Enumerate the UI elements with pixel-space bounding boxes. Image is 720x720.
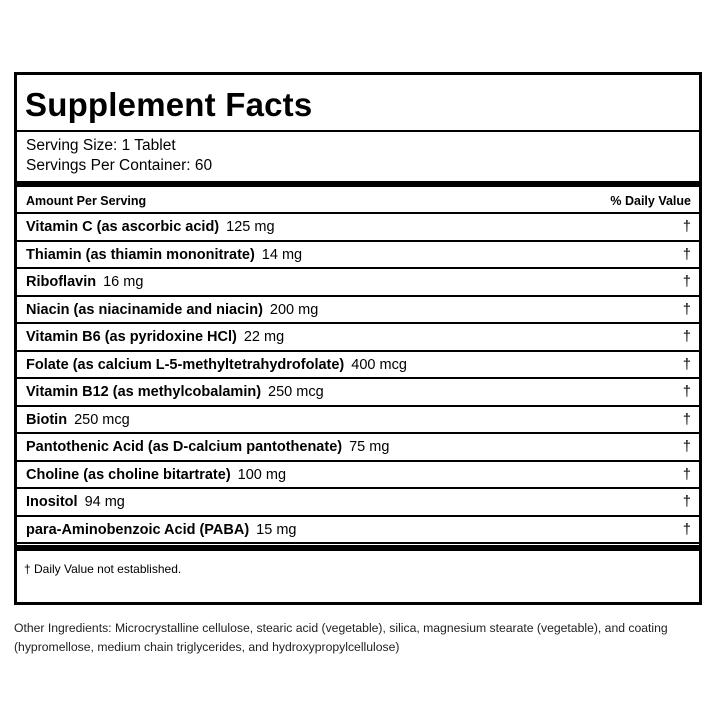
nutrient-name: para-Aminobenzoic Acid (PABA) 15 mg xyxy=(26,521,297,538)
table-row xyxy=(17,517,699,545)
nutrient-amount: 16 mg xyxy=(103,274,144,290)
nutrient-amount: 14 mg xyxy=(261,246,303,263)
amount-per-serving-header: Amount Per Serving xyxy=(26,194,147,208)
servings-per-container: Servings Per Container: 60 xyxy=(26,157,213,174)
table-header xyxy=(17,187,699,214)
thick-divider xyxy=(17,545,699,551)
table-row xyxy=(17,489,699,517)
nutrient-amount: 94 mg xyxy=(84,494,125,510)
daily-value-mark: † xyxy=(682,466,691,483)
daily-value-mark: † xyxy=(682,521,691,538)
nutrient-amount: 250 mcg xyxy=(268,384,324,400)
nutrient-name: Choline (as choline bitartrate) 100 mg xyxy=(26,466,287,483)
nutrient-amount: 250 mcg xyxy=(74,411,130,428)
panel-title: Supplement Facts xyxy=(25,86,313,123)
nutrient-amount: 22 mg xyxy=(243,329,285,345)
nutrient-name: Folate (as calcium L-5-methyltetrahydrofolate) 400 mcg xyxy=(26,356,407,373)
daily-value-header: % Daily Value xyxy=(610,194,691,208)
daily-value-mark: † xyxy=(682,329,691,345)
daily-value-mark: † xyxy=(682,219,691,235)
table-row xyxy=(17,297,699,325)
nutrient-amount: 75 mg xyxy=(349,439,390,455)
footnote: † Daily Value not established. xyxy=(24,562,182,576)
daily-value-mark: † xyxy=(682,411,691,428)
nutrient-name: Vitamin B12 (as methylcobalamin) 250 mcg xyxy=(26,384,324,400)
nutrient-name: Thiamin (as thiamin mononitrate) 14 mg xyxy=(26,246,303,263)
nutrient-amount: 125 mg xyxy=(226,219,275,235)
nutrient-list xyxy=(17,214,699,544)
daily-value-mark: † xyxy=(682,384,691,400)
table-row xyxy=(17,242,699,270)
nutrient-name: Vitamin B6 (as pyridoxine HCl) 22 mg xyxy=(26,329,285,345)
nutrient-name: Biotin 250 mcg xyxy=(26,411,130,428)
supplement-facts-panel xyxy=(14,72,702,605)
table-row xyxy=(17,324,699,352)
nutrient-name: Pantothenic Acid (as D-calcium pantothenate) 75 mg xyxy=(26,439,390,455)
daily-value-mark: † xyxy=(682,301,691,318)
nutrient-amount: 400 mcg xyxy=(351,356,407,373)
table-row xyxy=(17,462,699,490)
daily-value-mark: † xyxy=(682,274,691,290)
table-row xyxy=(17,434,699,462)
nutrient-name: Vitamin C (as ascorbic acid) 125 mg xyxy=(26,219,275,235)
daily-value-mark: † xyxy=(682,439,691,455)
nutrient-name: Niacin (as niacinamide and niacin) 200 mg xyxy=(26,301,319,318)
nutrient-name: Riboflavin 16 mg xyxy=(26,274,144,290)
table-row xyxy=(17,269,699,297)
table-row xyxy=(17,352,699,380)
daily-value-mark: † xyxy=(682,356,691,373)
nutrient-amount: 15 mg xyxy=(256,521,297,538)
nutrient-name: Inositol 94 mg xyxy=(26,494,125,510)
serving-size: Serving Size: 1 Tablet xyxy=(26,137,176,154)
table-row xyxy=(17,407,699,435)
daily-value-mark: † xyxy=(682,246,691,263)
table-row xyxy=(17,379,699,407)
divider xyxy=(17,130,699,132)
daily-value-mark: † xyxy=(682,494,691,510)
table-row xyxy=(17,214,699,242)
other-ingredients: Other Ingredients: Microcrystalline cellulose, stearic acid (vegetable), silica, magnesium stearate (vegetable), and coating (hypromellose, medium chain triglycerides, and hydroxypropylcellulose) xyxy=(14,621,668,654)
nutrient-amount: 200 mg xyxy=(269,301,319,318)
nutrient-amount: 100 mg xyxy=(237,466,287,483)
